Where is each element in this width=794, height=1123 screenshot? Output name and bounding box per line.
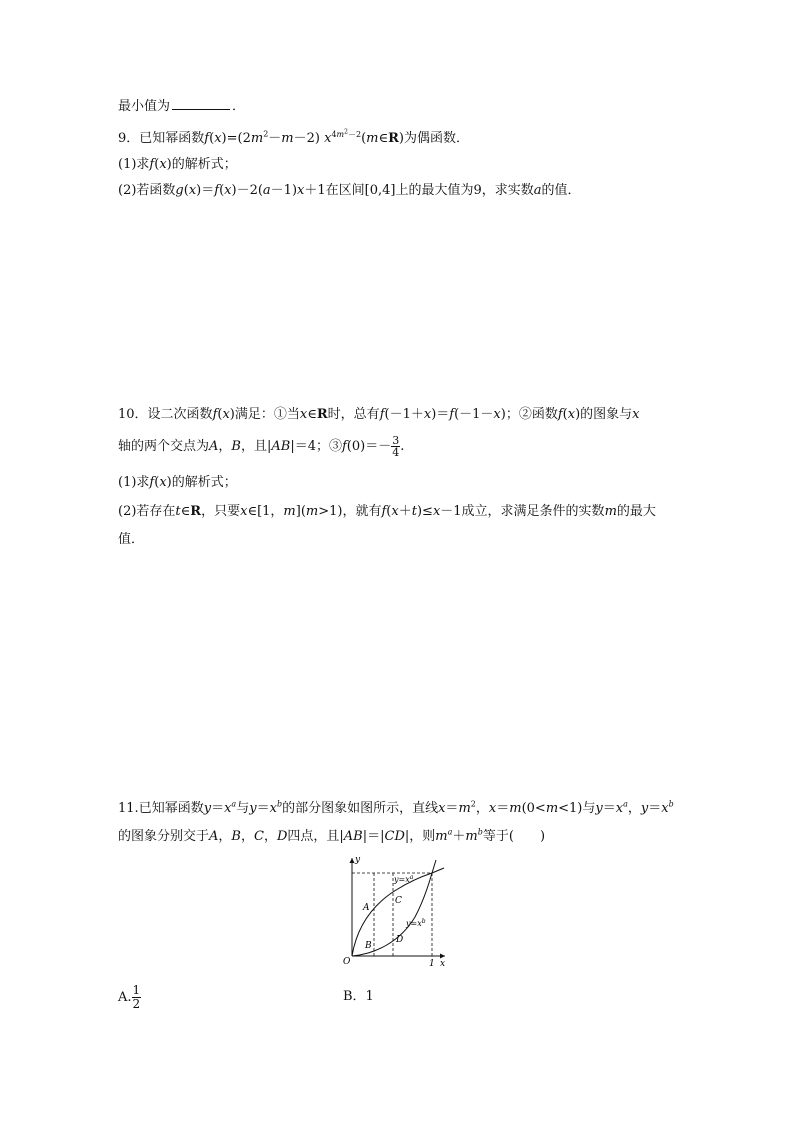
q10-part2-cont: 值． <box>118 532 145 547</box>
y-axis-arrow-icon <box>350 858 355 863</box>
point-label-c: C <box>395 896 402 906</box>
answer-blank <box>172 97 230 110</box>
x-axis-arrow-icon <box>440 954 445 959</box>
q9-part2: (2)若函数g(x)＝f(x)－2(a－1)x＋1在区间[0,4]上的最大值为9，求实数a的值． <box>118 183 581 198</box>
q9-part1: (1)求f(x)的解析式； <box>118 157 237 172</box>
q10-line2: 轴的两个交点为A，B，且|AB|＝4；③f(0)＝－ $\frac{3}{4}$ . <box>118 434 405 459</box>
option-a-fraction: $\frac{1}{2}$ <box>132 983 141 1011</box>
q10-part2: (2)若存在t∈R，只要x∈[1，m](m>1)，就有f(x＋t)≤x－1成立，求满足条件的实数m的最大 <box>118 504 656 519</box>
q10-part1: (1)求f(x)的解析式； <box>118 475 237 490</box>
point-label-a: A <box>363 903 370 913</box>
q10-line1: 10．设二次函数f(x)满足：①当x∈R时，总有f(－1＋x)＝f(－1－x)；②函数f(x)的图象与x <box>118 407 640 422</box>
question-number: 10． <box>118 407 148 422</box>
origin-label: O <box>343 957 351 967</box>
option-b[interactable] <box>343 988 374 1006</box>
fraction: $\frac{3}{4}$ <box>392 434 400 459</box>
axis-label-y: y <box>355 855 361 865</box>
question-number: 9． <box>118 131 140 146</box>
q9-stem: 9．已知幂函数$f(x)=(2m^2-m-2)$ $x^{4m^2-2}(m\in R)$为偶函数． <box>118 128 469 146</box>
question-number: 11. <box>118 801 139 816</box>
axis-label-x: x <box>440 959 446 969</box>
option-a[interactable] <box>118 984 141 1011</box>
option-b-label: B．1 <box>343 989 374 1004</box>
q8-text: 最小值为 <box>118 99 171 114</box>
curve-a-label: $y=x^a$ <box>394 874 414 884</box>
q8-tail: 最小值为 ． <box>118 99 246 114</box>
point-label-b: B <box>365 941 372 951</box>
power-function-figure <box>330 852 450 972</box>
q11-line2: 的图象分别交于A，B，C，D四点，且|AB|＝|CD|，则$m^a+m^b$等于( ) <box>118 827 546 844</box>
curve-b-label: $y=x^b$ <box>406 918 426 928</box>
option-a-label: A. <box>118 990 132 1005</box>
tick-label-one: 1 <box>429 959 435 969</box>
q11-line1: 11.已知幂函数$y=x^a$与$y=x^b$的部分图象如图所示，直线$x=m^2$，x＝m(0<m<1)与$y=x^a$，$y=x^b$ <box>118 799 674 816</box>
point-label-d: D <box>396 935 404 945</box>
